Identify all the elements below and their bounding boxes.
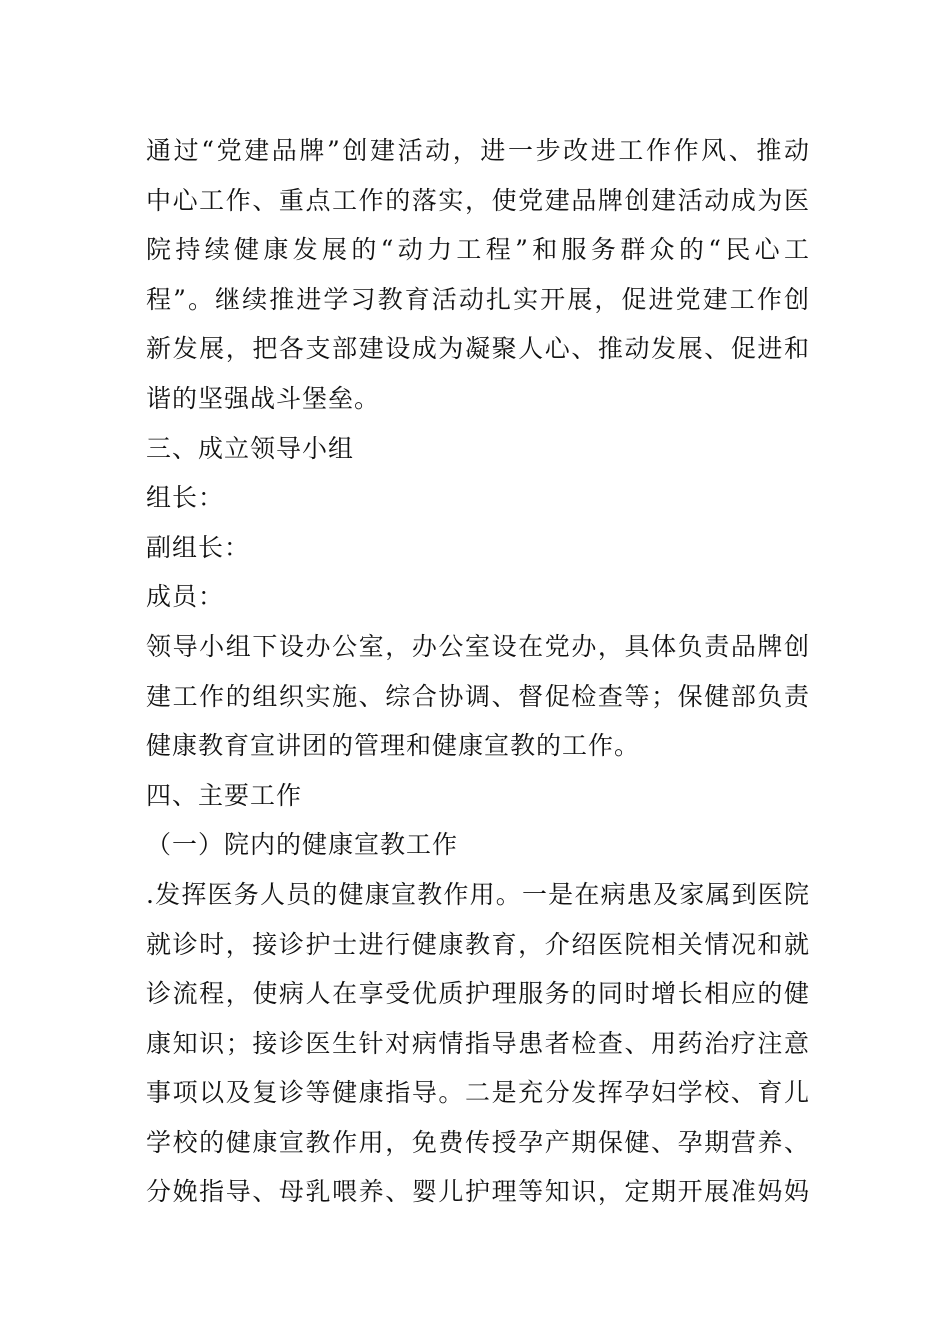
- paragraph-party-brand: [146, 126, 810, 424]
- text-line: 事项以及复诊等健康指导。二是充分发挥孕妇学校、育儿: [146, 1078, 810, 1108]
- text-line: 程”。继续推进学习教育活动扎实开展，促进党建工作创: [146, 284, 810, 314]
- text-line: 康知识；接诊医生针对病情指导患者检查、用药治疗注意: [146, 1028, 810, 1058]
- text-line: 中心工作、重点工作的落实，使党建品牌创建活动成为医: [146, 185, 810, 215]
- text-line: 健康教育宣讲团的管理和健康宣教的工作。: [146, 731, 641, 761]
- text-line: 通过“党建品牌”创建活动，进一步改进工作作风、推动: [146, 136, 810, 165]
- text-line: 领导小组下设办公室，办公室设在党办，具体负责品牌创: [146, 631, 810, 661]
- text-line: 新发展，把各支部建设成为凝聚人心、推动发展、促进和: [146, 334, 810, 364]
- text-line: 谐的坚强战斗堡垒。: [146, 383, 381, 413]
- members-label: 成员：: [146, 582, 225, 612]
- text-line: 建工作的组织实施、综合协调、督促检查等；保健部负责: [146, 681, 810, 711]
- text-line: 院持续健康发展的“动力工程”和服务群众的“民心工: [146, 235, 810, 265]
- subsection-heading-health-education: （一）院内的健康宣教工作: [146, 830, 459, 860]
- text-line: .发挥医务人员的健康宣教作用。一是在病患及家属到医院: [146, 879, 810, 909]
- paragraph-health-education: [146, 870, 810, 1217]
- section-heading-leadership-group: 三、成立领导小组: [146, 433, 355, 463]
- deputy-leader-label: 副组长：: [146, 532, 251, 562]
- document-body: [146, 126, 810, 1217]
- section-heading-main-work: 四、主要工作: [146, 780, 303, 810]
- leader-label: 组长：: [146, 483, 225, 513]
- text-line: 分娩指导、母乳喂养、婴儿护理等知识，定期开展准妈妈: [146, 1177, 810, 1207]
- paragraph-office: [146, 622, 810, 771]
- text-line: 诊流程，使病人在享受优质护理服务的同时增长相应的健: [146, 979, 810, 1009]
- text-line: 学校的健康宣教作用，免费传授孕产期保健、孕期营养、: [146, 1127, 810, 1157]
- text-line: 就诊时，接诊护士进行健康教育，介绍医院相关情况和就: [146, 929, 810, 959]
